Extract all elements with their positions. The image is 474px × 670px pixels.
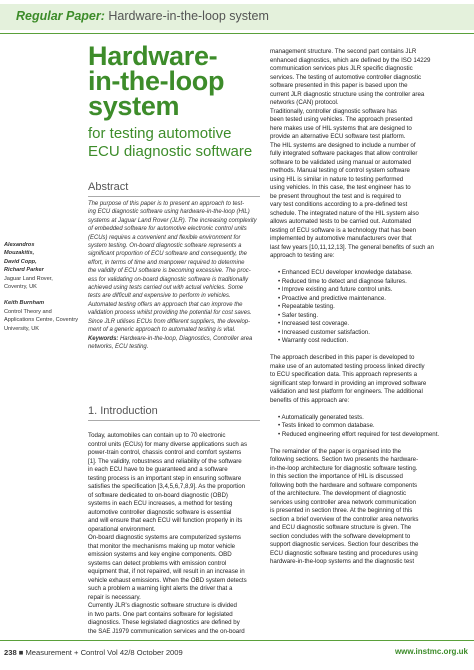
- abstract-line: tests are difficult and expensive to perform in vehicles.: [88, 293, 231, 300]
- author-block: [4, 241, 82, 333]
- title-line: system: [88, 91, 180, 121]
- column-right-body: [270, 48, 466, 567]
- abstract-rule: [88, 196, 260, 197]
- paper-kind: Regular Paper:: [16, 9, 105, 23]
- benefit-list-item: • Automatically generated tests.: [278, 413, 364, 421]
- text-line: enhanced diagnostics, which are defined by the ISO 14229: [270, 56, 431, 64]
- abstract-line: The purpose of this paper is to present an approach to test-: [88, 201, 245, 207]
- text-line: services. The testing of automotive controller diagnostic: [270, 73, 422, 81]
- page-number: 238: [4, 648, 17, 657]
- text-line: implemented by automotive manufacturers over that: [270, 235, 412, 242]
- text-line: [1]. The validity, robustness and reliability of the software: [88, 457, 242, 465]
- text-line: is presented in section three. At the beginning of this: [270, 507, 413, 514]
- text-line: Traditionally, controller diagnostic software has: [270, 107, 397, 115]
- text-line: software presented in this paper is based upon the: [270, 82, 408, 89]
- abstract-line: significant proportion of ECU software and consequently, the: [88, 251, 247, 258]
- benefit-list-item: • Improve existing and future control units.: [278, 286, 393, 293]
- text-line: the SAE J1979 communication services and the on-board: [88, 627, 245, 635]
- text-line: in each ECU have to be guaranteed and a software: [88, 466, 228, 473]
- footer-citation: 238 ■ Measurement + Control Vol 42/8 October 2009: [4, 648, 183, 657]
- text-line: following both the hardware and software components: [270, 481, 418, 489]
- header-text: [16, 9, 269, 23]
- benefit-list-item: • Reduced engineering effort required for test development.: [278, 430, 440, 438]
- text-line: communication services plus JLR specific diagnostic: [270, 65, 413, 72]
- benefit-list-item: • Increased test coverage.: [278, 320, 350, 327]
- author-name: Richard Parker: [4, 267, 44, 274]
- benefit-list-item: • Tests linked to common database.: [278, 422, 375, 429]
- text-line: section concludes with the software development to: [270, 532, 411, 540]
- keywords-label: Keywords:: [88, 335, 119, 342]
- benefit-list-item: • Safer testing.: [278, 311, 319, 319]
- header-title: Hardware-in-the-loop system: [108, 9, 269, 23]
- abstract-line: Since JLR utilises ECUs from different suppliers, the develop-: [88, 318, 251, 325]
- text-line: last few years [10,11,12,13]. The general benefits of such an: [270, 243, 434, 251]
- keywords-line: networks, ECU testing.: [88, 343, 149, 350]
- text-line: approach to testing are:: [270, 252, 335, 259]
- text-line: using HIL is similar in nature to testing performed: [270, 175, 404, 183]
- section-heading-introduction: 1. Introduction: [88, 405, 158, 417]
- text-line: vehicle exhaust emissions. When the OBD system detects: [88, 576, 247, 584]
- abstract-line: ess for validating on-board diagnostic software is traditionally: [88, 276, 249, 283]
- abstract-line: systems at Jaguar Land Rover (JLR). The increasing complexity: [88, 217, 257, 224]
- footer-rule: [0, 640, 474, 641]
- text-line: services using controller area network communication: [270, 498, 417, 506]
- text-line: significant step forward in providing an improved software: [270, 379, 427, 387]
- author-name: Keith Burnham: [4, 300, 45, 307]
- text-line: current JLR diagnostic structure using the controller area: [270, 90, 425, 98]
- author-affiliation: Jaguar Land Rover,: [4, 275, 53, 282]
- page-footer: [0, 640, 474, 670]
- text-line: benefits of this approach are:: [270, 396, 350, 404]
- text-line: of the architecture. The development of diagnostic: [270, 490, 407, 497]
- text-line: repair is necessary.: [88, 593, 141, 601]
- abstract-line: system testing. On-board diagnostic software represents a: [88, 243, 242, 250]
- text-line: allows automated tests to be carried out. Automated: [270, 218, 412, 225]
- text-line: fully integrated software packages that allow controller: [270, 150, 418, 157]
- text-line: in-the-loop architecture for diagnostic software testing.: [270, 464, 418, 472]
- text-line: section a brief overview of the controller area networks: [270, 515, 419, 523]
- text-line: operational environment.: [88, 525, 156, 533]
- author-name: David Copp,: [4, 258, 37, 265]
- keywords-text: Hardware-in-the-loop, Diagnostics, Controller area: [120, 335, 253, 342]
- author-affiliation: Control Theory and: [4, 308, 52, 315]
- text-line: Currently JLR's diagnostic software structure is divided: [88, 602, 237, 609]
- text-line: such a problem a warning light alerts the driver that a: [88, 585, 233, 592]
- author-affiliation: Coventry, UK: [4, 284, 37, 291]
- text-line: been tested using vehicles. The approach presented: [270, 116, 413, 123]
- text-line: The HIL systems are designed to include a number of: [270, 141, 416, 149]
- title-line: in-the-loop: [88, 66, 225, 96]
- text-line: support diagnostic services. Section four describes the: [270, 541, 419, 548]
- subtitle-line: for testing automotive: [88, 125, 232, 142]
- abstract-line: effort, in terms of time and manpower required to determine: [88, 259, 245, 266]
- text-line: Today, automobiles can contain up to 70 electronic: [88, 432, 226, 439]
- abstract-line: of embedded software for automotive electronic control units: [88, 226, 247, 233]
- text-line: equipment that, if not repaired, will result in an increase in: [88, 568, 245, 575]
- section-rule: [88, 420, 260, 421]
- text-line: provide an alternative ECU software test platform.: [270, 133, 406, 140]
- text-line: systems can detect problems with emission control: [88, 559, 227, 567]
- journal-info: Measurement + Control Vol 42/8 October 2009: [25, 648, 183, 657]
- abstract-line: achieved using tests carried out with actual vehicles. Some: [88, 285, 244, 292]
- text-line: that monitor the mechanisms making up motor vehicle: [88, 542, 236, 550]
- paper-title: [88, 41, 260, 121]
- text-line: methods. Manual testing of control system software: [270, 167, 410, 174]
- abstract-line: Automated testing offers an approach that can improve the: [88, 301, 243, 308]
- abstract-line: (ECUs) requires a convenient and flexible environment for: [88, 234, 241, 241]
- text-line: diagnostics. These legislated diagnostics are defined by: [88, 619, 240, 626]
- text-line: The remainder of the paper is organised into the: [270, 447, 402, 455]
- abstract-line: ment of a generic approach to automated testing is vital.: [88, 327, 236, 334]
- text-line: testing of ECU software is a technology that has been: [270, 226, 417, 234]
- text-line: testing process is an important step in ensuring software: [88, 474, 242, 482]
- text-line: in two parts. One part contains software for legislated: [88, 610, 233, 618]
- abstract-line: the validity of ECU software is becoming excessive. The proc-: [88, 268, 251, 275]
- author-affiliation: Applications Centre, Coventry: [4, 317, 78, 324]
- abstract-text: [88, 200, 262, 351]
- text-line: of software dedicated to on-board diagnostic (OBD): [88, 491, 228, 499]
- title-line: Hardware-: [88, 41, 218, 71]
- text-line: be present throughout the test and is required to: [270, 192, 402, 200]
- text-line: here makes use of HIL systems that are designed to: [270, 124, 412, 132]
- text-line: and will ensure that each ECU will function properly in its: [88, 517, 243, 524]
- text-line: power-train control, chassis control and comfort systems: [88, 449, 242, 456]
- benefit-list-item: • Increased customer satisfaction.: [278, 328, 370, 336]
- text-line: software to be validated using manual or automated: [270, 158, 411, 166]
- abstract-line: validation process whilst providing the potential for cost saves.: [88, 310, 252, 317]
- text-line: networks (CAN) protocol.: [270, 99, 339, 106]
- header-rule: [0, 33, 474, 34]
- subtitle-line: ECU diagnostic software: [88, 143, 253, 160]
- text-line: management structure. The second part contains JLR: [270, 48, 417, 55]
- text-line: schedule. The integrated nature of the HIL system also: [270, 209, 419, 217]
- text-line: using vehicles. In this case, the test engineer has to: [270, 184, 411, 191]
- text-line: ECU diagnostic software testing and procedures using: [270, 549, 418, 557]
- abstract-line: ing ECU diagnostic software using hardware-in-the-loop (HIL): [88, 209, 250, 216]
- text-line: to ECU specification data. This approach represents a: [270, 371, 418, 378]
- author-name: Alexandros: [4, 242, 35, 248]
- page-header: [0, 0, 474, 36]
- text-line: make use of an automated testing process linked directly: [270, 362, 425, 370]
- text-line: emission systems and key engine components. OBD: [88, 551, 232, 558]
- benefit-list-item: • Proactive and predictive maintenance.: [278, 294, 386, 302]
- text-line: vary test conditions according to a pre-defined test: [270, 201, 408, 208]
- text-line: following sections. Section two presents the hardware-: [270, 456, 419, 463]
- text-line: control units (ECUs) for many diverse applications such as: [88, 440, 248, 448]
- text-line: satisfies the specification [3,4,5,6,7,8,9]. As the proportion: [88, 483, 246, 490]
- column-left-body: [88, 432, 264, 636]
- keywords-line: [88, 335, 262, 343]
- text-line: On-board diagnostic systems are computerized systems: [88, 534, 241, 541]
- benefit-list-item: • Repeatable testing.: [278, 303, 335, 310]
- benefit-list-item: • Reduced time to detect and diagnose failures.: [278, 277, 407, 285]
- text-line: In this section the importance of HIL is discussed: [270, 473, 403, 480]
- benefit-list-item: • Enhanced ECU developer knowledge database.: [278, 269, 413, 276]
- paper-subtitle: [88, 125, 260, 161]
- benefit-list-item: • Warranty cost reduction.: [278, 337, 349, 344]
- text-line: validation and test platform for engineers. The additional: [270, 388, 423, 395]
- text-line: automotive controller diagnostic software is essential: [88, 508, 232, 516]
- author-name: Mouzakitis,: [4, 250, 35, 257]
- abstract-heading: Abstract: [88, 181, 129, 193]
- text-line: systems in each ECU increases, a method for testing: [88, 500, 233, 507]
- text-line: The approach described in this paper is developed to: [270, 354, 415, 361]
- text-line: and ECU diagnostic software structure is given. The: [270, 524, 412, 531]
- journal-url: www.instmc.org.uk: [394, 647, 468, 656]
- author-affiliation: University, UK: [4, 325, 40, 332]
- text-line: hardware-in-the-loop systems and the diagnostic test: [270, 558, 415, 565]
